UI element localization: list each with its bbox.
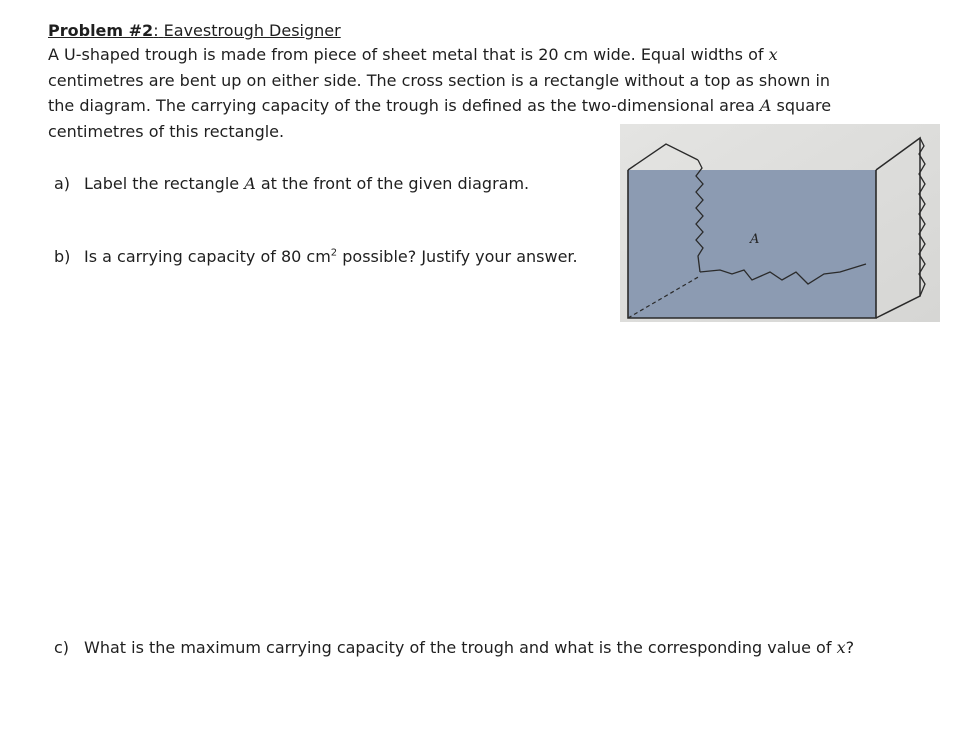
intro-text: square <box>771 96 832 115</box>
intro-line-2: centimetres are bent up on either side. The cross section is a rectangle without a top as shown in <box>48 70 831 90</box>
question-c <box>54 637 854 659</box>
heading-colon: : <box>153 21 159 40</box>
variable-a: A <box>244 174 256 193</box>
question-text: possible? Justify your answer. <box>337 247 578 266</box>
area-label: A <box>750 232 760 247</box>
intro-line-3 <box>48 93 848 119</box>
variable-x: x <box>836 638 846 657</box>
question-text: What is the maximum carrying capacity of the trough and what is the corresponding value of <box>84 638 837 657</box>
problem-number: Problem #2 <box>48 21 154 40</box>
trough-diagram <box>620 124 940 322</box>
intro-line-1 <box>48 42 848 68</box>
problem-heading <box>48 20 341 42</box>
intro-text: A U-shaped trough is made from piece of sheet metal that is 20 cm wide. Equal widths of <box>48 45 769 64</box>
trough-diagram-image <box>620 124 940 322</box>
superscript: 2 <box>330 247 338 259</box>
question-a <box>54 173 529 195</box>
question-text: Label the rectangle <box>84 174 245 193</box>
question-text: at the front of the given diagram. <box>255 174 530 193</box>
intro-text: the diagram. The carrying capacity of the trough is defined as the two-dimensional area <box>48 96 760 115</box>
question-text: Is a carrying capacity of 80 cm <box>84 247 331 266</box>
problem-title: Eavestrough Designer <box>163 21 341 40</box>
question-number: a) <box>54 174 71 193</box>
intro-line-4: centimetres of this rectangle. <box>48 121 285 141</box>
question-text: ? <box>845 638 855 657</box>
question-number: b) <box>54 247 71 266</box>
question-number: c) <box>54 638 70 657</box>
variable-x: x <box>768 45 778 64</box>
variable-a: A <box>759 96 772 115</box>
question-b <box>54 246 578 268</box>
